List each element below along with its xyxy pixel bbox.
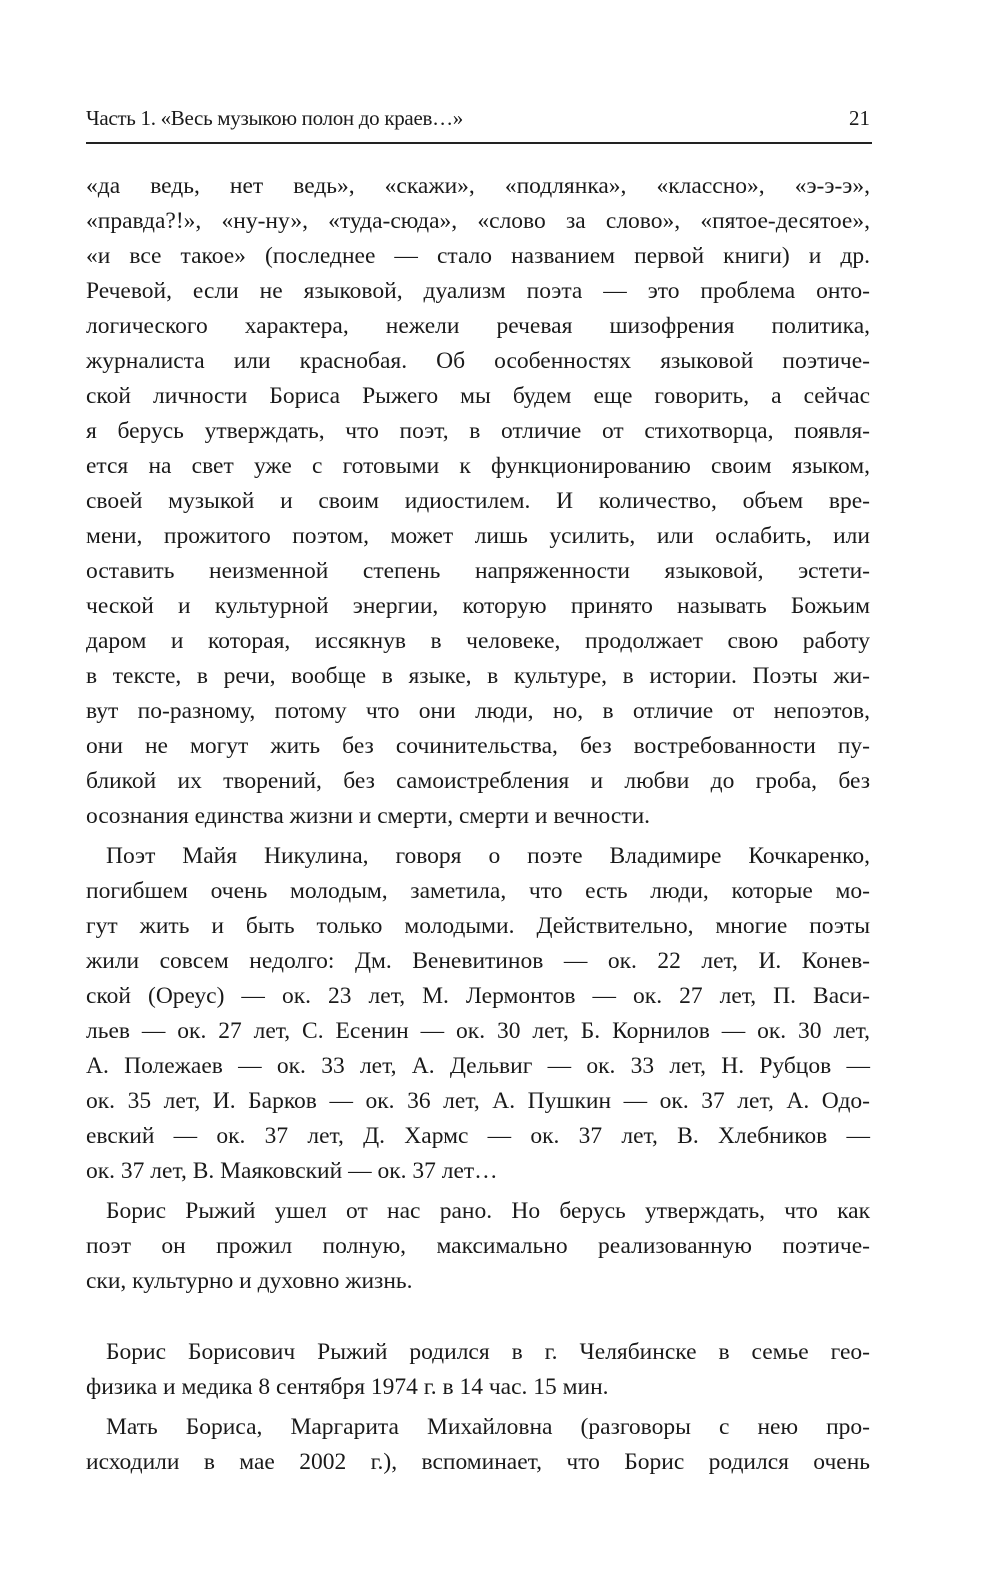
header-rule [86,142,872,144]
paragraph [86,1194,870,1299]
text-line: логического характера, нежели речевая шизофрения политика, [86,313,870,339]
text-line: Борис Рыжий ушел от нас рано. Но берусь утверждать, что как [106,1198,870,1224]
text-line: ок. 35 лет, И. Барков — ок. 36 лет, А. Пушкин — ок. 37 лет, А. Одо- [86,1088,870,1114]
text-line: исходили в мае 2002 г.), вспоминает, что Борис родился очень [86,1449,870,1475]
text-line: они не могут жить без сочинительства, без востребованности пу- [86,733,870,759]
text-line: бликой их творений, без самоистребления и любви до гроба, без [86,768,870,794]
text-line: жили совсем недолго: Дм. Веневитинов — ок. 22 лет, И. Конев- [86,948,870,974]
text-line: поэт он прожил полную, максимально реализованную поэтиче- [86,1233,870,1259]
text-line: погибшем очень молодым, заметила, что есть люди, которые мо- [86,878,870,904]
text-line: оставить неизменной степень напряженности языковой, эстети- [86,558,870,584]
text-line: льев — ок. 27 лет, С. Есенин — ок. 30 лет, Б. Корнилов — ок. 30 лет, [86,1018,870,1044]
text-line: Мать Бориса, Маргарита Михайловна (разговоры с нею про- [106,1414,870,1440]
text-line: даром и которая, иссякнув в человеке, продолжает свою работу [86,628,870,654]
text-line: мени, прожитого поэтом, может лишь усилить, или ослабить, или [86,523,870,549]
text-line: физика и медика 8 сентября 1974 г. в 14 час. 15 мин. [86,1374,609,1400]
text-line: Поэт Майя Никулина, говоря о поэте Владимире Кочкаренко, [106,843,870,869]
paragraph [86,839,870,1189]
text-line: журналиста или краснобая. Об особенностях языковой поэтиче- [86,348,870,374]
text-line: гут жить и быть только молодыми. Действительно, многие поэты [86,913,870,939]
running-header [86,104,870,134]
text-line: А. Полежаев — ок. 33 лет, А. Дельвиг — ок. 33 лет, Н. Рубцов — [86,1053,870,1079]
page-number: 21 [849,106,870,130]
text-line: ок. 37 лет, В. Маяковский — ок. 37 лет… [86,1158,498,1184]
text-line: осознания единства жизни и смерти, смерти и вечности. [86,803,651,829]
text-line: своей музыкой и своим идиостилем. И количество, объем вре- [86,488,870,514]
running-title: Часть 1. «Весь музыкою полон до краев…» [86,106,463,130]
paragraph [86,1410,870,1480]
paragraph [86,169,870,834]
text-line: вут по-разному, потому что они люди, но, в отличие от непоэтов, [86,698,870,724]
text-line: «да ведь, нет ведь», «скажи», «подлянка», «классно», «э-э-э», [86,173,870,199]
page-body-text [86,169,870,1480]
text-line: ческой и культурной энергии, которую принято называть Божьим [86,593,870,619]
text-line: «и все такое» (последнее — стало названием первой книги) и др. [86,243,870,269]
text-line: ски, культурно и духовно жизнь. [86,1268,413,1294]
text-line: Речевой, если не языковой, дуализм поэта — это проблема онто- [86,278,870,304]
text-line: евский — ок. 37 лет, Д. Хармс — ок. 37 лет, В. Хлебников — [86,1123,870,1149]
text-line: ется на свет уже с готовыми к функционированию своим языком, [86,453,870,479]
text-line: ской (Ореус) — ок. 23 лет, М. Лермонтов — ок. 27 лет, П. Васи- [86,983,870,1009]
text-line: я берусь утверждать, что поэт, в отличие от стихотворца, появля- [86,418,870,444]
text-line: Борис Борисович Рыжий родился в г. Челябинске в семье гео- [106,1339,870,1365]
text-line: ской личности Бориса Рыжего мы будем еще говорить, а сейчас [86,383,870,409]
text-line: «правда?!», «ну-ну», «туда-сюда», «слово за слово», «пятое-десятое», [86,208,870,234]
paragraph [86,1335,870,1405]
text-line: в тексте, в речи, вообще в языке, в культуре, в истории. Поэты жи- [86,663,870,689]
